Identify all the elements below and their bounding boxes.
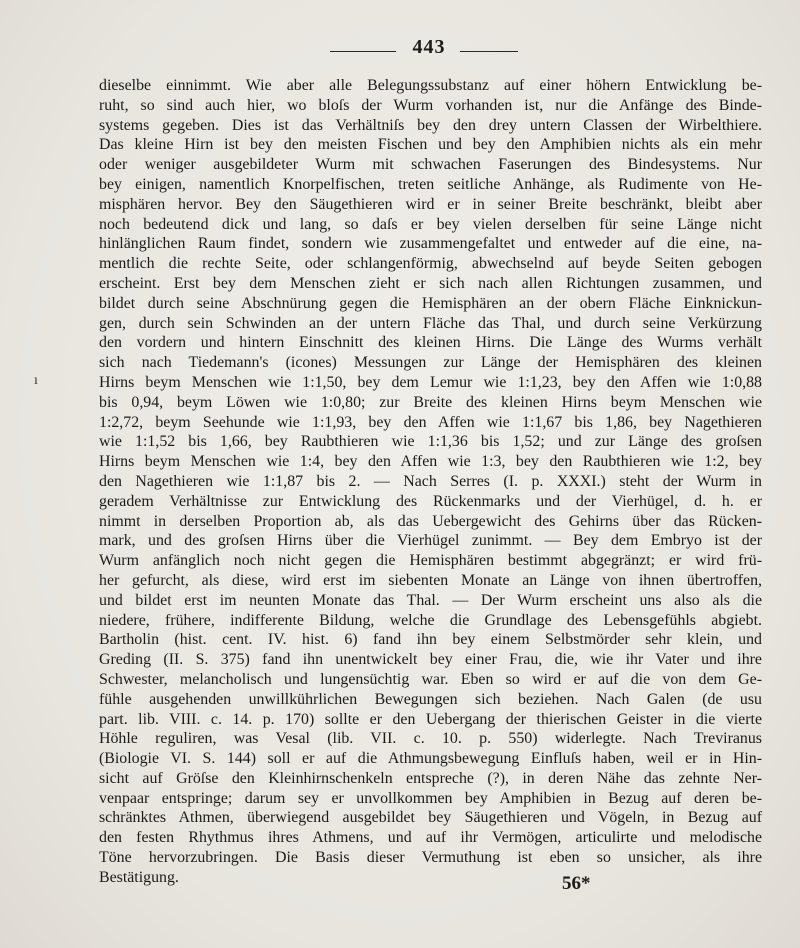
text-line: schränktes Athmen, überwiegend ausgebildet bey Säugethieren und Vögeln, in Bezug auf (99, 809, 762, 827)
text-line: part. lib. VIII. c. 14. p. 170) sollte er den Uebergang der thierischen Geister in die vierte (99, 710, 762, 728)
body-text (99, 76, 762, 888)
text-line: bis 0,94, beym Löwen wie 1:0,80; zur Breite des kleinen Hirns beym Menschen wie (99, 393, 762, 411)
text-line: misphären hervor. Bey den Säugethieren wird er in seiner Breite beschränkt, bleibt aber (99, 195, 762, 213)
text-line: hinlänglichen Raum findet, sondern wie zusammengefaltet und entweder auf die eine, na- (99, 235, 762, 253)
text-line: systems gegeben. Dies ist das Verhältniſs bey den drey untern Classen der Wirbelthiere. (99, 116, 762, 134)
text-line: noch bedeutend dick und lang, so daſs er bey vielen derselben für seine Länge nicht (99, 215, 762, 233)
page-number: 443 (412, 36, 446, 58)
text-line: (Biologie VI. S. 144) soll er auf die Athmungsbewegung Einfluſs haben, weil er in Hin- (99, 750, 762, 768)
text-line: bildet durch seine Abschnürung gegen die Hemisphären an der obern Fläche Einknickun- (99, 294, 762, 312)
text-line: Das kleine Hirn ist bey den meisten Fischen und bey den Amphibien nichts als ein mehr (99, 136, 762, 154)
text-line: Schwester, melancholisch und lungensüchtig war. Eben so wird er auf die von dem Ge- (99, 670, 762, 688)
text-line: fühle ausgehenden unwillkührlichen Bewegungen sich beziehen. Nach Galen (de usu (99, 690, 762, 708)
text-line: erscheint. Erst bey dem Menschen zieht er sich nach allen Richtungen zusammen, und (99, 274, 762, 292)
text-line: Hirns beym Menschen wie 1:1,50, bey dem Lemur wie 1:1,23, bey den Affen wie 1:0,88 (99, 373, 762, 391)
text-line: 1:2,72, beym Seehunde wie 1:1,93, bey den Affen wie 1:1,67 bis 1,86, bey Nagethieren (99, 413, 762, 431)
text-line: oder weniger ausgebildeter Wurm mit schwachen Faserungen des Bindesystems. Nur (99, 156, 762, 174)
text-line: her gefurcht, als diese, wird erst im siebenten Monate an Länge von ihnen übertroffen, (99, 571, 762, 589)
page-header (0, 36, 800, 66)
text-line: Hirns beym Menschen wie 1:4, bey den Affen wie 1:3, bey den Raubthieren wie 1:2, bey (99, 453, 762, 471)
text-line: sich nach Tiedemann's (icones) Messungen zur Länge der Hemisphären des kleinen (99, 354, 762, 372)
text-line: niedere, frühere, indifferente Bildung, welche die Grundlage des Lebensgefühls abgiebt. (99, 611, 762, 629)
text-line: wie 1:1,52 bis 1,66, bey Raubthieren wie 1:1,36 bis 1,52; und zur Länge des groſsen (99, 433, 762, 451)
text-line: Bestätigung. (99, 868, 179, 886)
text-line: bey einigen, namentlich Knorpelfischen, treten seitliche Anhänge, als Rudimente von He- (99, 175, 762, 193)
text-line: gen, durch sein Schwinden an der untern Fläche das Thal, und durch seine Verkürzung (99, 314, 762, 332)
text-line: den Nagethieren wie 1:1,87 bis 2. — Nach Serres (I. p. XXXI.) steht der Wurm in (99, 472, 762, 490)
header-rule-left (330, 51, 396, 52)
text-line: geradem Verhältnisse zur Entwicklung des Rückenmarks und der Vierhügel, d. h. er (99, 492, 762, 510)
header-rule-right (460, 51, 518, 52)
text-line: den festen Rhythmus ihres Athmens, und auf ihr Vermögen, articulirte und melodische (99, 829, 762, 847)
text-line: Bartholin (hist. cent. IV. hist. 6) fand ihn bey einem Selbstmörder sehr klein, und (99, 631, 762, 649)
text-line: Greding (II. S. 375) fand ihn unentwickelt bey einer Frau, die, wie ihr Vater und ihre (99, 651, 762, 669)
text-line: sicht auf Gröſse den Kleinhirnschenkeln entspreche (?), in deren Nähe das zehnte Ner- (99, 769, 762, 787)
margin-mark: ı (34, 373, 38, 388)
text-line: dieselbe einnimmt. Wie aber alle Belegungssubstanz auf einer höhern Entwicklung be- (99, 77, 762, 94)
text-line: mark, und des groſsen Hirns über die Vierhügel zunimmt. — Bey dem Embryo ist der (99, 532, 762, 550)
text-line: und bildet erst im neunten Monate das Thal. — Der Wurm erscheint uns also als die (99, 591, 762, 609)
text-line: mentlich die rechte Seite, oder schlangenförmig, abwechselnd auf beyde Seiten gebogen (99, 255, 762, 273)
text-line: ruht, so sind auch hier, wo bloſs der Wurm vorhanden ist, nur die Anfänge des Binde- (99, 96, 762, 114)
text-line: Wurm anfänglich noch nicht gegen die Hemisphären bestimmt abgegränzt; er wird frü- (99, 552, 762, 570)
text-line: Höhle reguliren, was Vesal (lib. VII. c. 10. p. 550) widerlegte. Nach Treviranus (99, 730, 762, 748)
text-line: den vordern und hintern Einschnitt des kleinen Hirns. Die Länge des Wurms verhält (99, 334, 762, 352)
signature-mark: 56* (562, 873, 591, 894)
text-line: venpaar entspringe; darum sey er unvollkommen bey Amphibien in Bezug auf deren be- (99, 789, 762, 807)
text-line: nimmt in derselben Proportion ab, als das Uebergewicht des Gehirns über das Rücken- (99, 512, 762, 530)
text-line: Töne hervorzubringen. Die Basis dieser Vermuthung ist eben so unsicher, als ihre (99, 849, 762, 867)
